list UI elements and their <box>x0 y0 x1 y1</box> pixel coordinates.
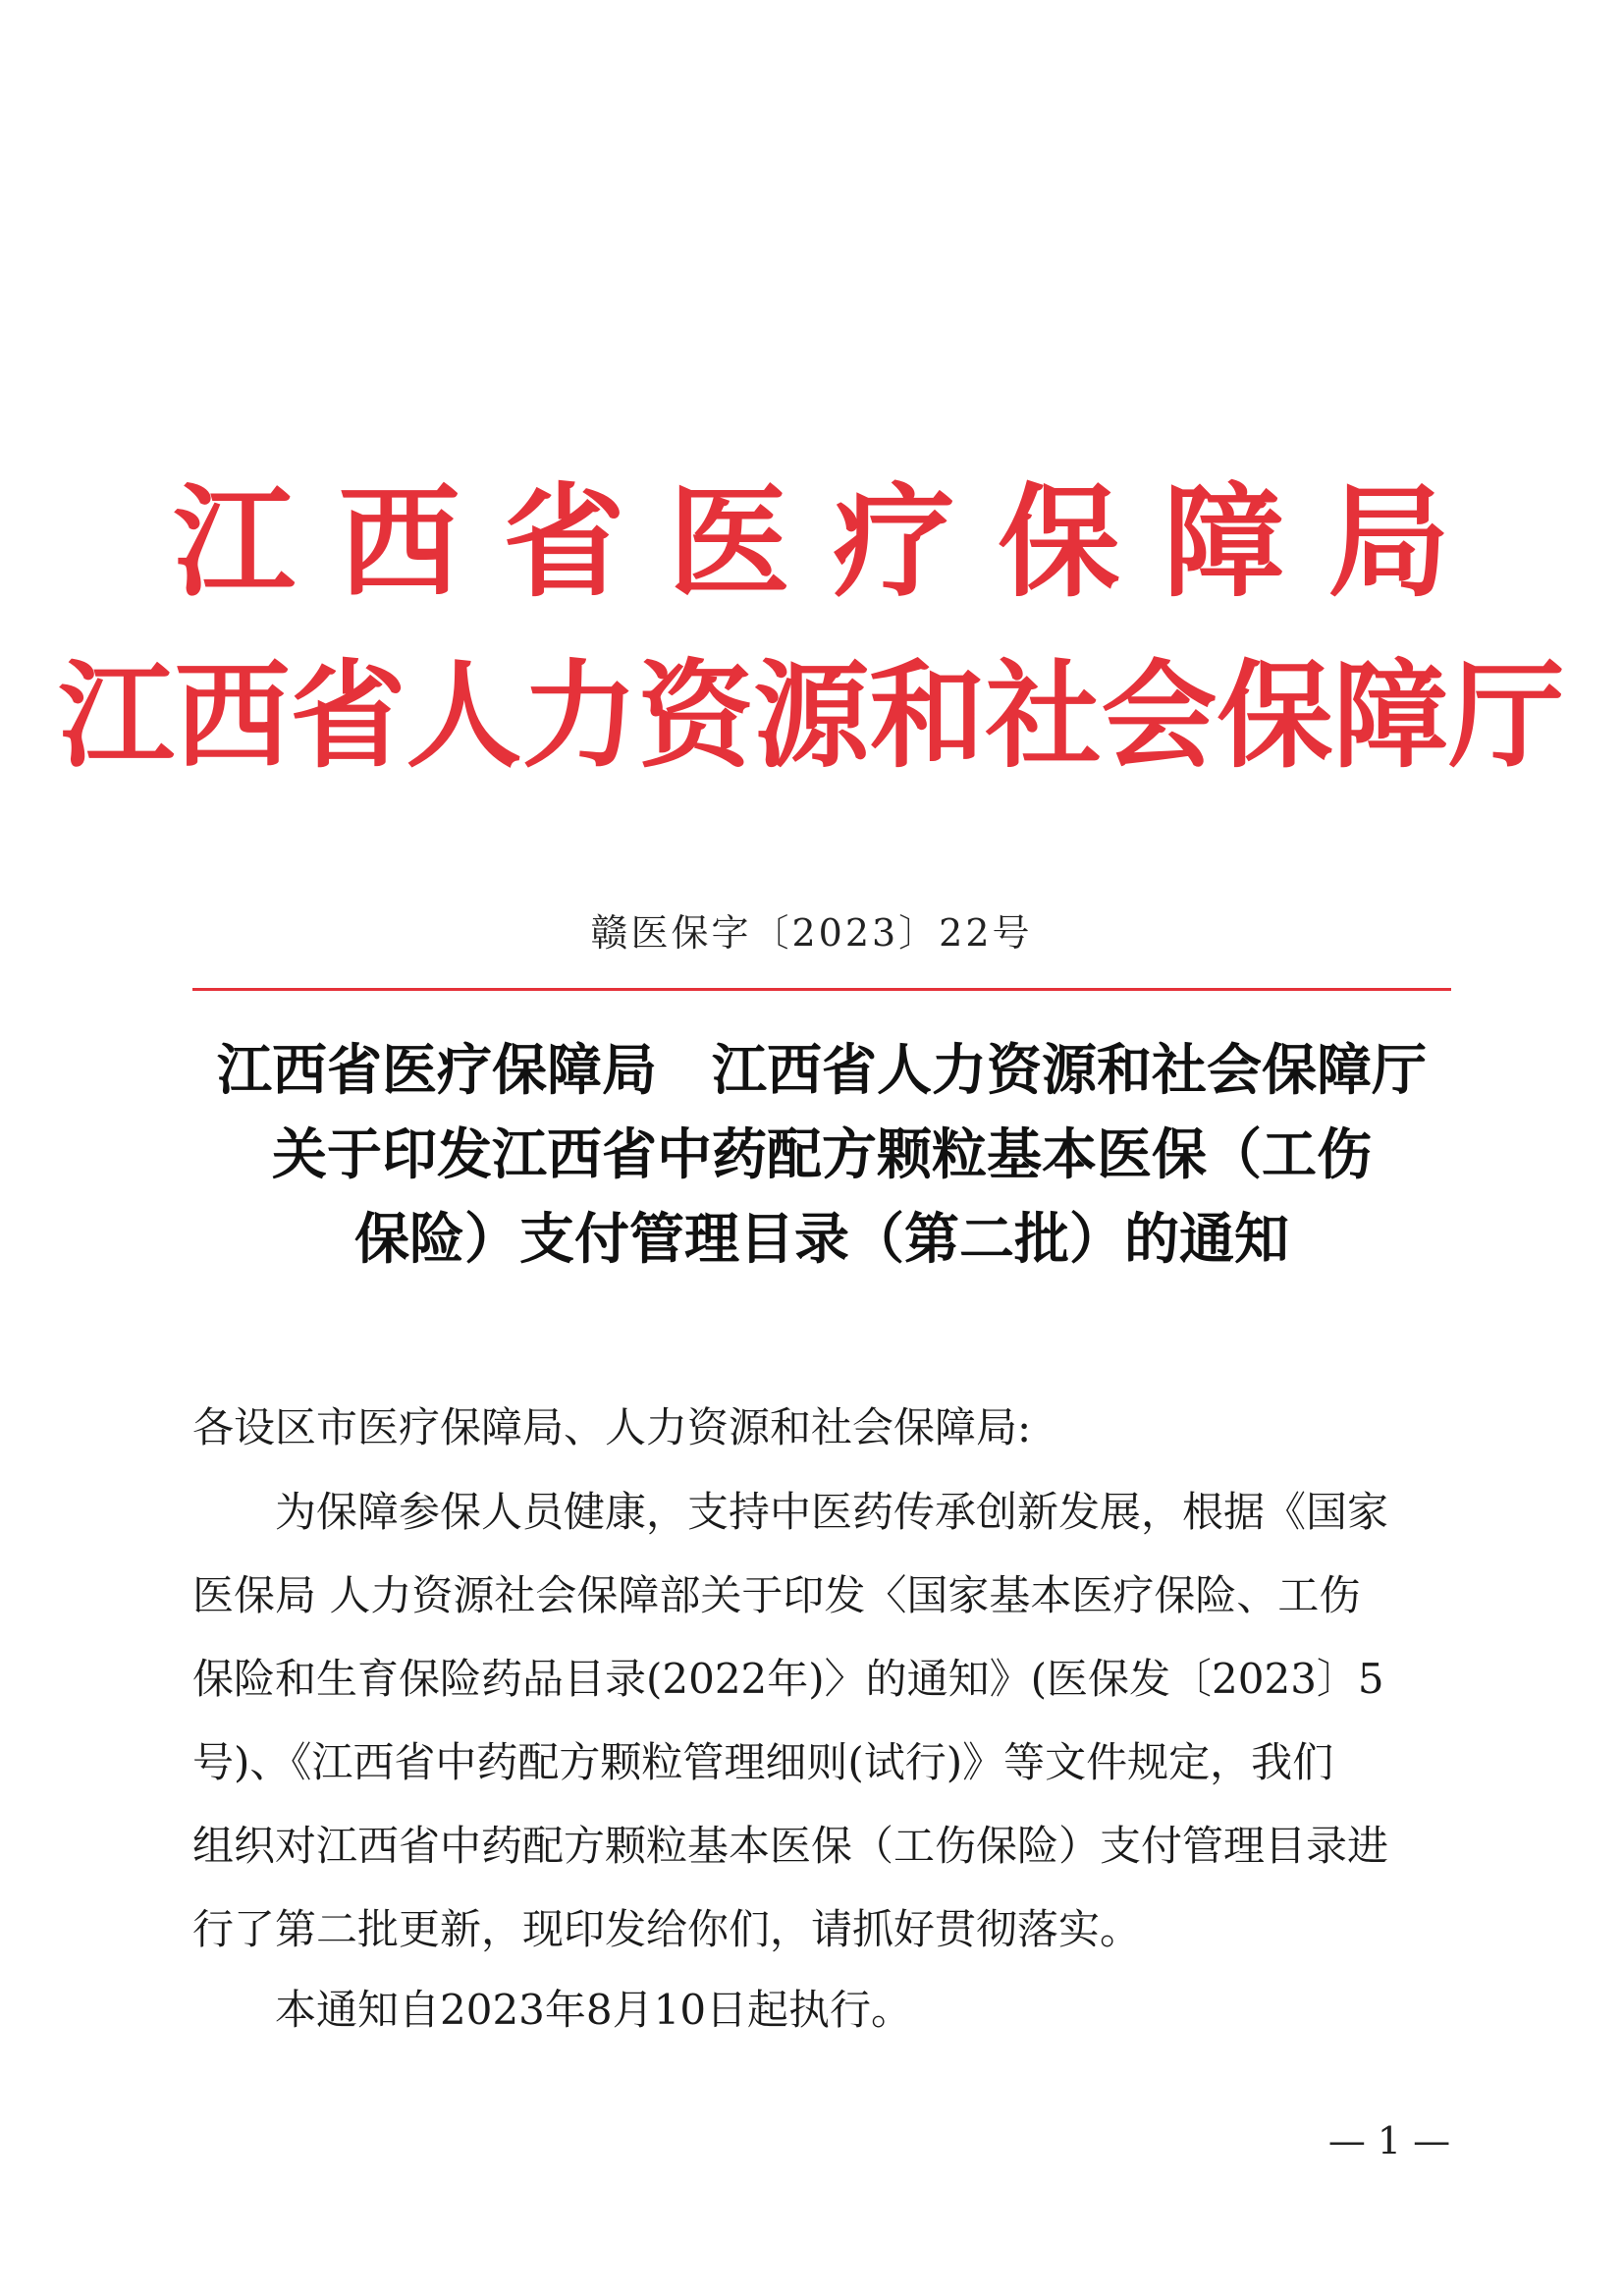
paragraph-line: 保险和生育保险药品目录(2022年)〉的通知》(医保发〔2023〕5 <box>192 1655 1384 1703</box>
paragraph-line: 行了第二批更新，现印发给你们，请抓好贯彻落实。 <box>192 1905 1142 1953</box>
body-paragraph-2 <box>192 1968 1459 2051</box>
effective-date-line: 本通知自2023年8月10日起执行。 <box>275 1986 913 2034</box>
paragraph-line: 医保局 人力资源社会保障部关于印发〈国家基本医疗保险、工伤 <box>192 1571 1361 1619</box>
paragraph-line: 号)、《江西省中药配方颗粒管理细则(试行)》等文件规定，我们 <box>192 1738 1334 1786</box>
document-number: 赣医保字〔2023〕22号 <box>590 911 1033 955</box>
issuer-name-human-resources-department: 江西省人力资源和社会保障厅 <box>58 647 1565 784</box>
page-number: — 1 — <box>1327 2119 1451 2162</box>
body-paragraph-1 <box>192 1470 1459 1971</box>
document-title <box>192 1029 1451 1283</box>
red-divider-line <box>192 988 1451 991</box>
title-line-2: 关于印发江西省中药配方颗粒基本医保（工伤 <box>272 1123 1372 1187</box>
issuer-name-medical-security-bureau: 江西省医疗保障局 <box>173 471 1493 614</box>
title-line-1: 江西省医疗保障局 江西省人力资源和社会保障厅 <box>217 1039 1427 1103</box>
title-line-3: 保险）支付管理目录（第二批）的通知 <box>354 1208 1289 1272</box>
paragraph-line: 组织对江西省中药配方颗粒基本医保（工伤保险）支付管理目录进 <box>192 1822 1389 1870</box>
paragraph-line: 为保障参保人员健康，支持中医药传承创新发展，根据《国家 <box>275 1488 1389 1536</box>
salutation: 各设区市医疗保障局、人力资源和社会保障局: <box>192 1403 1032 1451</box>
